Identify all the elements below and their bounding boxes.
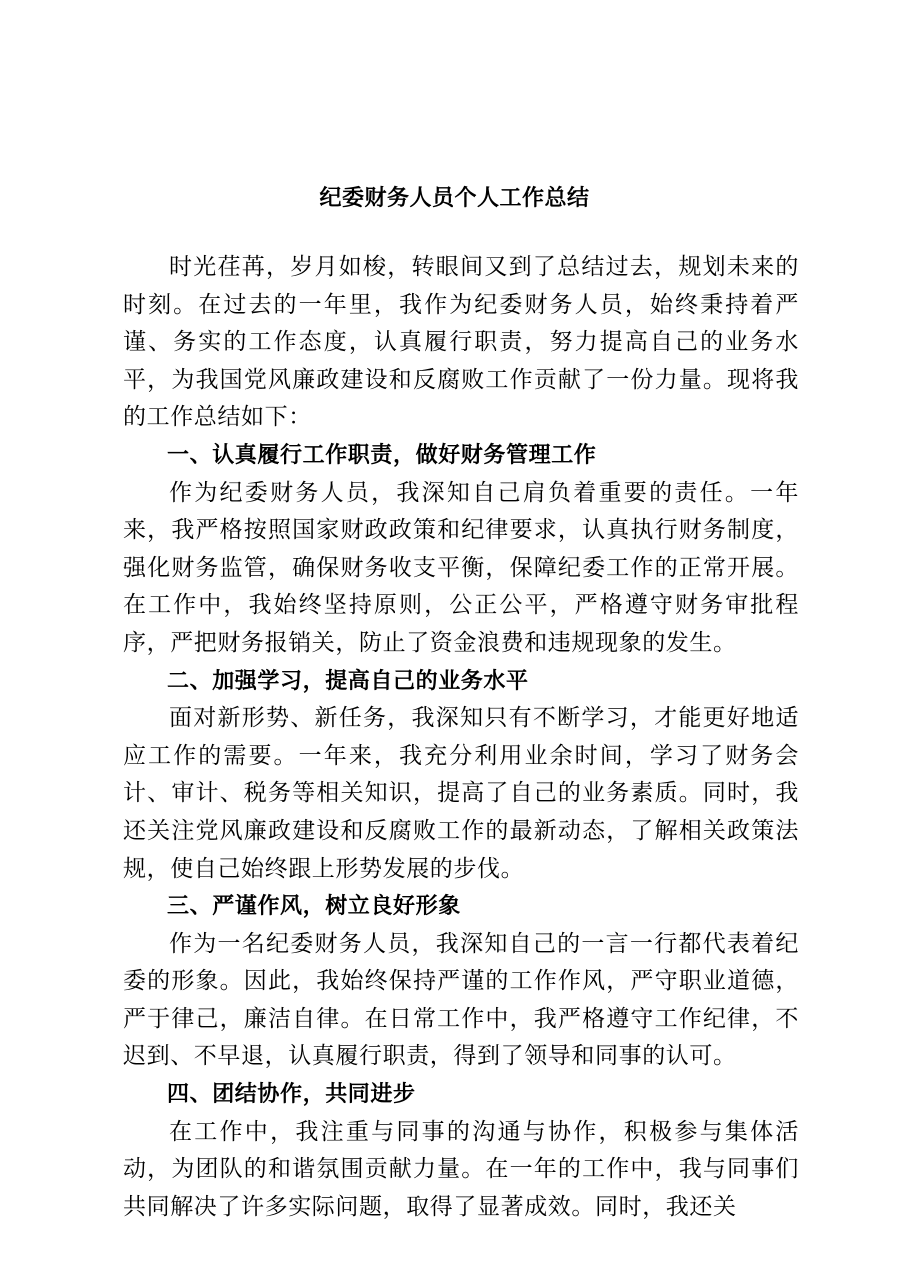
- document-title: 纪委财务人员个人工作总结: [319, 186, 590, 211]
- document-body: [123, 249, 799, 1226]
- intro-paragraph: 时光荏苒，岁月如梭，转眼间又到了总结过去，规划未来的时刻。在过去的一年里，我作为纪委财务人员，始终秉持着严谨、务实的工作态度，认真履行职责，努力提高自己的业务水平，为我国党风廉政建设和反腐败工作贡献了一份力量。现将我的工作总结如下：: [123, 254, 799, 431]
- section-heading-1: 一、认真履行工作职责，做好财务管理工作: [167, 442, 597, 468]
- section-paragraph-4: 在工作中，我注重与同事的沟通与协作，积极参与集体活动，为团队的和谐氛围贡献力量。在一年的工作中，我与同事们共同解决了许多实际问题，取得了显著成效。同时，我还关: [123, 1118, 799, 1220]
- section-heading-4: 四、团结协作，共同进步: [167, 1082, 416, 1108]
- section-paragraph-2: 面对新形势、新任务，我深知只有不断学习，才能更好地适应工作的需要。一年来，我充分利用业余时间，学习了财务会计、审计、税务等相关知识，提高了自己的业务素质。同时，我还关注党风廉政建设和反腐败工作的最新动态，了解相关政策法规，使自己始终跟上形势发展的步伐。: [123, 705, 799, 882]
- section-paragraph-3: 作为一名纪委财务人员，我深知自己的一言一行都代表着纪委的形象。因此，我始终保持严谨的工作作风，严守职业道德，严于律己，廉洁自律。在日常工作中，我严格遵守工作纪律，不迟到、不早退，认真履行职责，得到了领导和同事的认可。: [123, 930, 799, 1070]
- section-heading-3: 三、严谨作风，树立良好形象: [167, 894, 461, 920]
- section-heading-2: 二、加强学习，提高自己的业务水平: [167, 668, 529, 694]
- section-paragraph-1: 作为纪委财务人员，我深知自己肩负着重要的责任。一年来，我严格按照国家财政政策和纪律要求，认真执行财务制度，强化财务监管，确保财务收支平衡，保障纪委工作的正常开展。在工作中，我始终坚持原则，公正公平，严格遵守财务审批程序，严把财务报销关，防止了资金浪费和违规现象的发生。: [123, 479, 799, 656]
